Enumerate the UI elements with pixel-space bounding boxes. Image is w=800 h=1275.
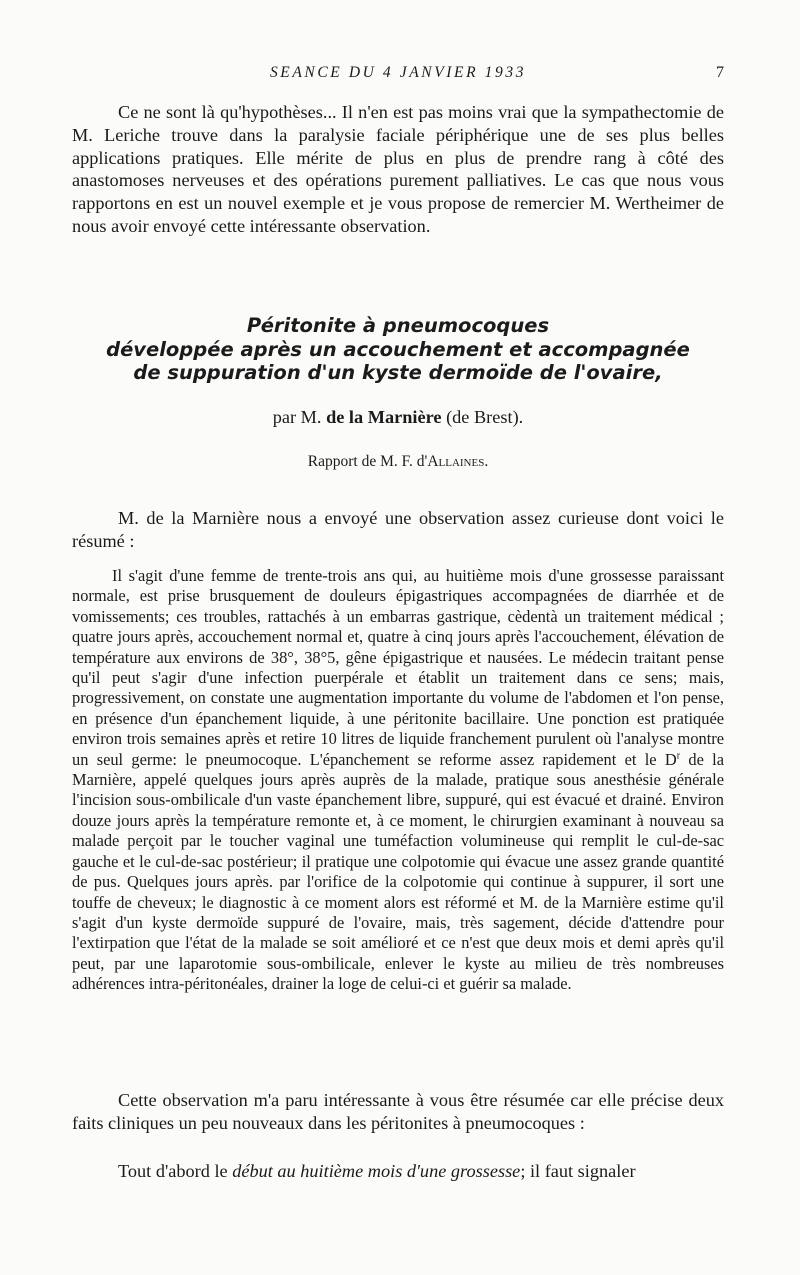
article-title-line-1: Péritonite à pneumocoques bbox=[246, 314, 550, 337]
byline bbox=[72, 407, 724, 428]
case-summary-part-1: Il s'agit d'une femme de trente-trois ans qui, au huitième mois d'une grossesse paraissant normale, est prise brusquement de douleurs épigastriques accompagnées de diarrhée et de vomissements; ces troubles, rattachés à un embarras gastrique, cèdentà un traitement médical ; quatre jours après, accouchement normal et, quatre à cinq jours après l'accouchement, élévation de température aux environs de 38°, 38°5, gêne épigastrique et nausées. Le médecin traitant pense qu'il peut s'agir d'une infection puerpérale et établit un traitement dans ce sens; mais, progressivement, on constate une augmentation importante du volume de l'abdomen et l'on pense, en présence d'un épanchement liquide, à une péritonite bacillaire. Une ponction est pratiquée environ trois semaines après et retire 10 litres de liquide franchement purulent où l'analyse montre un seul germe: le pneumocoque. L'épanchement se reforme assez rapidement et le D bbox=[72, 566, 724, 769]
running-header bbox=[72, 64, 724, 86]
paragraph-first-point bbox=[72, 1160, 724, 1183]
report-prefix: Rapport de M. F. d' bbox=[307, 453, 428, 470]
article-title-line-3: de suppuration d'un kyste dermoïde de l'ovaire, bbox=[133, 361, 663, 384]
page-number: 7 bbox=[716, 64, 724, 81]
case-summary-part-2: de la Marnière, appelé quelques jours après auprès de la malade, pratique sous anesthésie générale l'incision sous-ombilicale d'un vaste épanchement libre, suppuré, qui est évacué et drainé. Environ douze jours après la température remonte et, à ce moment, le chirurgien examinant à nouveau sa malade perçoit par le toucher vaginal une tuméfaction volumineuse qui remplit le cul-de-sac gauche et le cul-de-sac postérieur; il pratique une colpotomie qui évacue une assez grande quantité de pus. Quelques jours après. par l'orifice de la colpotomie qui continue à suppurer, il sort une touffe de cheveux; le diagnostic à ce moment alors est réformé et M. de la Marnière estime qu'il s'agit d'un kyste dermoïde suppuré de l'ovaire, mais, très sagement, décide d'attendre pour l'extirpation que l'état de la malade se soit amélioré et ce n'est que deux mois et demi après qu'il peut, par une laparotomie sous-ombilicale, enlever le kyste au milieu de très nombreuses adhérences intra-péritonéales, drainer la loge de celui-ci et guérir sa malade. bbox=[72, 749, 724, 994]
article-title bbox=[72, 314, 724, 385]
article-title-line-2: développée après un accouchement et accompagnée bbox=[106, 337, 690, 361]
author-name: de la Marnière bbox=[326, 407, 442, 427]
paragraph-1-text: Ce ne sont là qu'hypothèses... Il n'en est pas moins vrai que la sympathectomie de M. Leriche trouve dans la paralysie faciale périphérique une de ses plus belles applications pratiques. Elle mérite de plus en plus de prendre rang à côté des anastomoses nerveuses et des opérations purement palliatives. Le cas que nous vous rapportons en est un nouvel exemple et je vous propose de remercier M. Wertheimer de nous avoir envoyé cette intéressante observation. bbox=[72, 102, 724, 236]
paragraph-5-italic: début au huitième mois d'une grossesse bbox=[232, 1161, 521, 1181]
byline-prefix: par M. bbox=[272, 407, 322, 427]
paragraph-5-text bbox=[72, 1160, 724, 1183]
header-title: SEANCE DU 4 JANVIER 1933 bbox=[269, 64, 527, 81]
paragraph-5-prefix: Tout d'abord le bbox=[118, 1161, 233, 1181]
paragraph-2-text: M. de la Marnière nous a envoyé une observation assez curieuse dont voici le résumé : bbox=[72, 508, 724, 551]
case-summary-text bbox=[72, 566, 724, 995]
paragraph-discussion bbox=[72, 1089, 724, 1135]
paragraph-conclusion bbox=[72, 101, 724, 238]
paragraph-intro bbox=[72, 507, 724, 553]
case-summary bbox=[72, 566, 724, 995]
byline-suffix: (de Brest). bbox=[446, 407, 524, 427]
paragraph-4-text: Cette observation m'a paru intéressante à vous être résumée car elle précise deux faits cliniques un peu nouveaux dans les péritonites à pneumocoques : bbox=[72, 1090, 724, 1133]
reporter-name: Allaines. bbox=[427, 453, 489, 470]
report-line bbox=[72, 453, 724, 471]
doctor-abbrev-sup: r bbox=[676, 750, 681, 762]
paragraph-5-suffix: ; il faut signaler bbox=[520, 1161, 636, 1181]
